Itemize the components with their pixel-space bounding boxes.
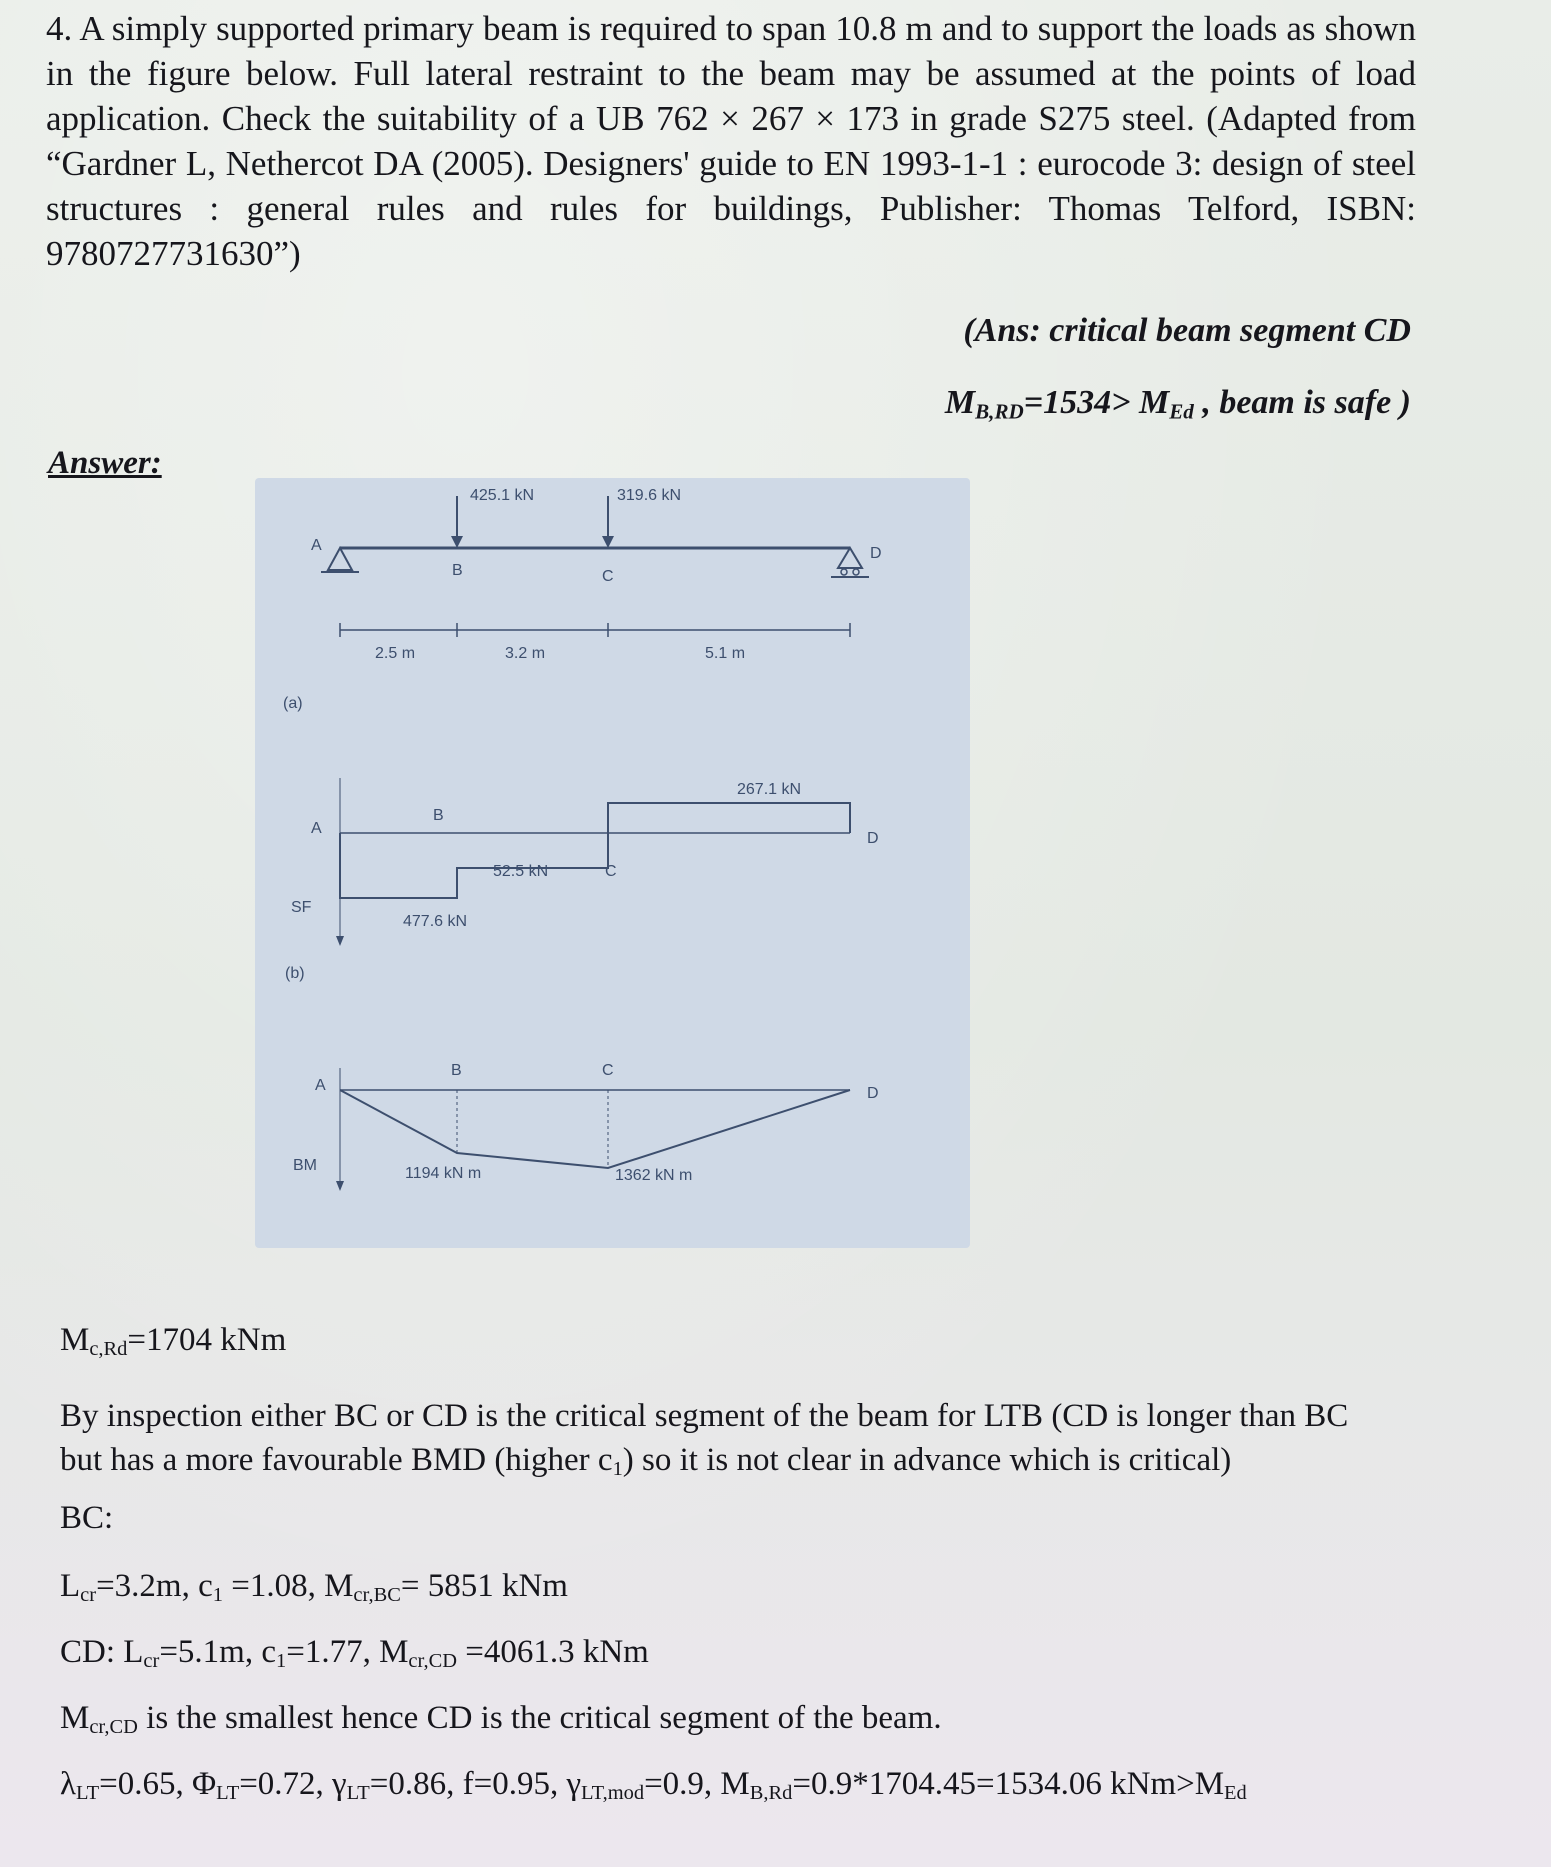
point-c-label: C	[602, 568, 614, 585]
beam-diagram	[283, 487, 882, 712]
sf-bc-value: 52.5 kN	[493, 863, 549, 880]
bm-point-a: A	[315, 1077, 326, 1094]
bm-label: BM	[293, 1157, 317, 1174]
smallest-line	[60, 1700, 942, 1739]
span-cd-label: 5.1 m	[705, 645, 746, 662]
pin-support-icon	[328, 548, 352, 570]
cd-values-line	[60, 1634, 649, 1673]
roller-wheel-1	[841, 569, 847, 575]
final-2: =0.65, Φ	[99, 1766, 217, 1802]
bm-point-c: C	[602, 1062, 614, 1079]
final-3-sub: LT	[346, 1782, 370, 1805]
bc-heading: BC:	[60, 1500, 114, 1536]
sf-label: SF	[291, 899, 312, 916]
point-d-label: D	[870, 545, 882, 562]
answer-summary-line2	[945, 384, 1411, 424]
bm-point-d: D	[867, 1085, 879, 1102]
bm-axis-arrow-icon	[336, 1181, 344, 1191]
inspection-text: By inspection either BC or CD is the critical segment of the beam for LTB (CD is longer than BC but has a more favourable BMD (higher c	[60, 1398, 1349, 1478]
load-c-label: 319.6 kN	[617, 487, 682, 504]
panel-a-label: (a)	[283, 695, 303, 712]
bc-rest2: =1.08, M	[222, 1568, 354, 1604]
bc-l: L	[60, 1568, 81, 1604]
final-5: =0.9, M	[644, 1766, 750, 1802]
bc-l-sub: cr	[80, 1584, 97, 1607]
cd-a: CD: L	[60, 1634, 144, 1670]
cd-c: =1.77, M	[286, 1634, 409, 1670]
bm-b-value: 1194 kN m	[405, 1165, 482, 1182]
smallest-text: is the smallest hence CD is the critical segment of the beam.	[137, 1700, 942, 1736]
bc-rest1: =3.2m, c	[96, 1568, 213, 1604]
final-6: =0.9*1704.45=1534.06 kNm>M	[792, 1766, 1225, 1802]
sf-point-d: D	[867, 830, 879, 847]
sf-outline	[340, 803, 850, 898]
cd-c-sub: 1	[276, 1650, 287, 1673]
mcrd-line	[60, 1322, 286, 1361]
answer-label: Answer:	[48, 445, 162, 481]
bm-c-value: 1362 kN m	[615, 1167, 693, 1184]
ans-conclusion: , beam is safe )	[1193, 384, 1411, 421]
cd-m-sub: cr,CD	[408, 1650, 457, 1673]
answer-summary-line1: (Ans: critical beam segment CD	[963, 312, 1411, 349]
mcrd-value: =1704 kNm	[127, 1322, 287, 1358]
final-1-sub: LT	[76, 1782, 100, 1805]
beam-figure-svg	[255, 478, 970, 1248]
beam-figure	[255, 478, 970, 1248]
final-4-sub: LT,mod	[581, 1782, 645, 1805]
load-b-label: 425.1 kN	[470, 487, 535, 504]
mcrd-sub: c,Rd	[89, 1338, 128, 1361]
bm-point-b: B	[451, 1062, 462, 1079]
smallest-sub: cr,CD	[89, 1716, 138, 1739]
sf-point-a: A	[311, 820, 322, 837]
cd-b: =5.1m, c	[159, 1634, 276, 1670]
final-5-sub: B,Rd	[749, 1782, 793, 1805]
final-1: λ	[60, 1766, 77, 1802]
final-4: =0.86, f=0.95, γ	[369, 1766, 582, 1802]
point-b-label: B	[452, 562, 463, 579]
ans-med-sub: Ed	[1169, 399, 1194, 424]
ans-m-sub: B,RD	[975, 399, 1024, 424]
ans-m: M	[944, 384, 976, 421]
bm-outline	[340, 1090, 850, 1168]
sf-point-b: B	[433, 807, 444, 824]
sf-point-c: C	[605, 863, 617, 880]
bending-moment-diagram	[293, 1062, 879, 1191]
cd-l-sub: cr	[143, 1650, 160, 1673]
roller-support-icon	[838, 548, 862, 568]
smallest-m: M	[60, 1700, 90, 1736]
shear-force-diagram	[285, 778, 879, 982]
final-6-sub: Ed	[1224, 1782, 1247, 1805]
sf-cd-value: 267.1 kN	[737, 781, 802, 798]
final-3: =0.72, γ	[239, 1766, 347, 1802]
bc-values-line	[60, 1568, 568, 1607]
inspection-paragraph	[60, 1394, 1380, 1491]
mcrd-symbol: M	[60, 1322, 90, 1358]
final-calc-line	[60, 1766, 1247, 1805]
bc-c-sub: 1	[212, 1584, 223, 1607]
inspection-text-end: ) so it is not clear in advance which is critical)	[622, 1442, 1232, 1478]
panel-b-label: (b)	[285, 965, 305, 982]
bc-rest3: = 5851 kNm	[400, 1568, 568, 1604]
bc-m-sub: cr,BC	[353, 1584, 401, 1607]
load-arrowhead-b	[451, 536, 463, 548]
roller-wheel-2	[853, 569, 859, 575]
span-ab-label: 2.5 m	[375, 645, 416, 662]
sf-ab-value: 477.6 kN	[403, 913, 468, 930]
ans-inequality: =1534> M	[1023, 384, 1170, 421]
cd-d: =4061.3 kNm	[456, 1634, 649, 1670]
sf-axis-arrow-icon	[336, 936, 344, 946]
span-bc-label: 3.2 m	[505, 645, 546, 662]
inspection-sub: 1	[612, 1458, 623, 1481]
question-text: 4. A simply supported primary beam is required to span 10.8 m and to support the loads as shown in the figure below. Full lateral restraint to the beam may be assumed at the points of load application. Check the suitability of a UB 762 × 267 × 173 in grade S275 steel. (Adapted from “Gardner L, Nethercot DA (2005). Designers' guide to EN 1993-1-1 : eurocode 3: design of steel structures : general rules and rules for buildings, Publisher: Thomas Telford, ISBN: 9780727731630”)	[46, 9, 1416, 273]
final-2-sub: LT	[216, 1782, 240, 1805]
load-arrowhead-c	[602, 536, 614, 548]
point-a-label: A	[311, 537, 322, 554]
